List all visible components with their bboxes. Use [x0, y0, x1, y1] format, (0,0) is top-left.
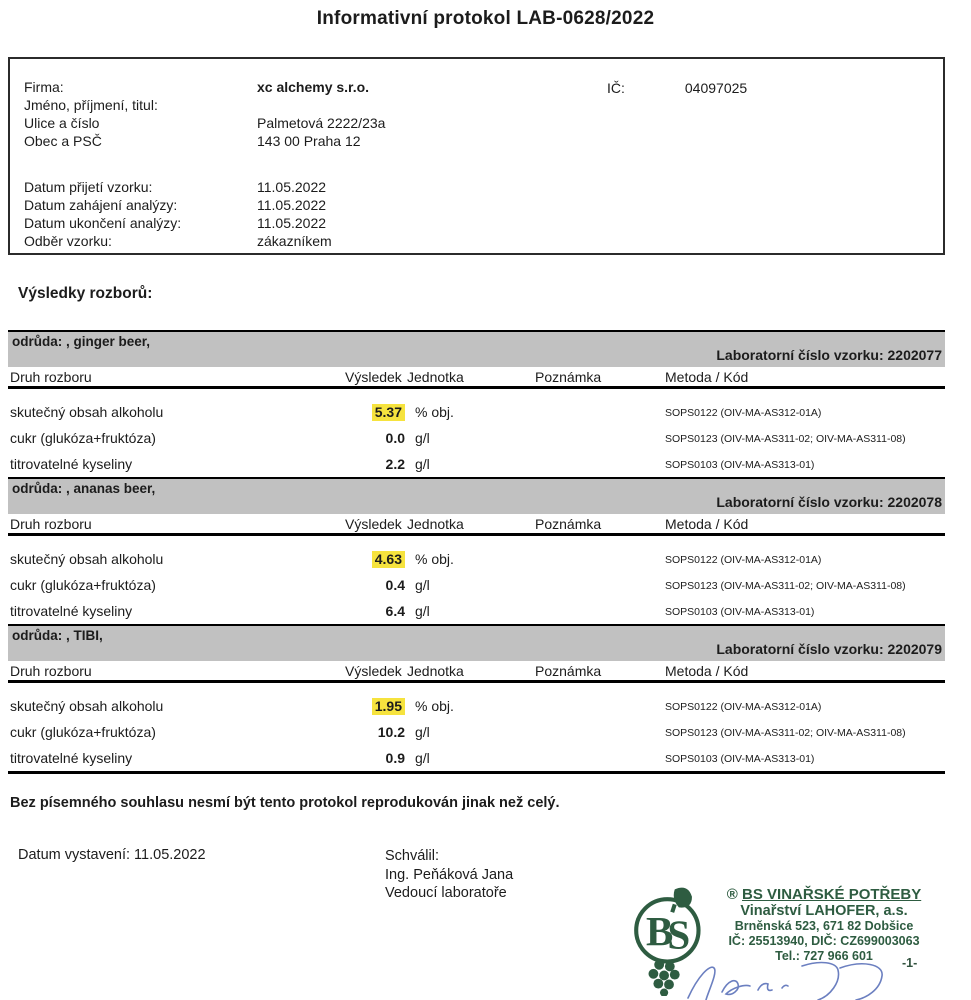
analysis-name: titrovatelné kyseliny: [10, 603, 133, 619]
info-row-firma: [24, 78, 943, 96]
col-analysis: Druh rozboru: [10, 663, 92, 679]
col-analysis: Druh rozboru: [10, 516, 92, 532]
stamp-text-block: [700, 886, 948, 964]
approver-name: Ing. Peňáková Jana: [385, 866, 514, 883]
unit: g/l: [415, 456, 430, 472]
col-result: Výsledek: [345, 516, 402, 532]
method-code: SOPS0123 (OIV-MA-AS311-02; OIV-MA-AS311-08): [665, 727, 906, 739]
analysis-name: skutečný obsah alkoholu: [10, 698, 164, 714]
result-value: 2.2: [385, 456, 405, 472]
table-row: [8, 572, 945, 598]
col-method: Metoda / Kód: [665, 663, 749, 679]
analysis-name: skutečný obsah alkoholu: [10, 551, 164, 567]
stamp-company-name: BS VINAŘSKÉ POTŘEBY: [742, 886, 922, 903]
col-result: Výsledek: [345, 663, 402, 679]
result-value: 6.4: [385, 603, 405, 619]
col-result: Výsledek: [345, 369, 402, 385]
stamp-address: Brněnská 523, 671 82 Dobšice: [734, 919, 914, 933]
issue-date: Datum vystavení: 11.05.2022: [18, 847, 206, 863]
analysis-name: cukr (glukóza+fruktóza): [10, 430, 156, 446]
registered-mark-icon: ®: [726, 886, 743, 903]
info-row-date-finished: [24, 214, 943, 232]
method-code: SOPS0122 (OIV-MA-AS312-01A): [665, 407, 822, 419]
info-row-name: [24, 96, 943, 114]
sample-table-2202077: [8, 330, 945, 477]
results-tables: [8, 330, 945, 774]
date-finished-value: 11.05.2022: [257, 215, 327, 231]
result-value: 10.2: [377, 724, 405, 740]
unit: g/l: [415, 430, 430, 446]
table-row: [8, 546, 945, 572]
unit: g/l: [415, 750, 430, 766]
result-value: 0.4: [385, 577, 405, 593]
lab-number: Laboratorní číslo vzorku: 2202079: [716, 641, 942, 657]
method-code: SOPS0122 (OIV-MA-AS312-01A): [665, 701, 822, 713]
method-code: SOPS0123 (OIV-MA-AS311-02; OIV-MA-AS311-08): [665, 433, 906, 445]
table-body: [8, 683, 945, 771]
method-code: SOPS0103 (OIV-MA-AS313-01): [665, 459, 815, 471]
table-row: [8, 425, 945, 451]
analysis-name: cukr (glukóza+fruktóza): [10, 724, 156, 740]
variety-label: odrůda: , ginger beer,: [12, 334, 151, 349]
table-body: [8, 389, 945, 477]
firma-value: xc alchemy s.r.o.: [257, 79, 370, 95]
result-value: 0.9: [385, 750, 405, 766]
unit: % obj.: [415, 698, 454, 714]
col-note: Poznámka: [535, 516, 602, 532]
page-number: -1-: [902, 956, 918, 970]
table-header-row: [8, 514, 945, 536]
svg-text:S: S: [667, 911, 691, 958]
method-code: SOPS0123 (OIV-MA-AS311-02; OIV-MA-AS311-08): [665, 580, 906, 592]
unit: % obj.: [415, 551, 454, 567]
table-row: [8, 719, 945, 745]
sampling-value: zákazníkem: [257, 233, 332, 249]
info-row-date-received: [24, 178, 943, 196]
svg-text:B: B: [646, 908, 674, 955]
col-unit: Jednotka: [407, 516, 464, 532]
table-row: [8, 693, 945, 719]
approved-label: Schválil:: [385, 848, 439, 864]
table-body: [8, 536, 945, 624]
table-header-row: [8, 367, 945, 389]
variety-label: odrůda: , ananas beer,: [12, 481, 156, 496]
sampling-label: Odběr vzorku:: [24, 233, 112, 249]
sample-band: [8, 477, 945, 514]
table-row: [8, 598, 945, 624]
col-unit: Jednotka: [407, 663, 464, 679]
table-row: [8, 745, 945, 771]
info-row-date-started: [24, 196, 943, 214]
method-code: SOPS0103 (OIV-MA-AS313-01): [665, 606, 815, 618]
variety-label: odrůda: , TIBI,: [12, 628, 103, 643]
result-value-highlighted: 1.95: [338, 698, 405, 714]
date-finished-label: Datum ukončení analýzy:: [24, 215, 182, 231]
col-note: Poznámka: [535, 369, 602, 385]
street-label: Ulice a číslo: [24, 115, 100, 131]
company-info-box: [8, 57, 945, 255]
page-title: Informativní protokol LAB-0628/2022: [316, 8, 655, 29]
col-analysis: Druh rozboru: [10, 369, 92, 385]
result-value-highlighted: 5.37: [338, 404, 405, 420]
col-method: Metoda / Kód: [665, 516, 749, 532]
result-value-highlighted: 4.63: [338, 551, 405, 567]
ic-label: IČ:: [607, 80, 625, 96]
unit: g/l: [415, 603, 430, 619]
table-row: [8, 399, 945, 425]
date-received-value: 11.05.2022: [257, 179, 327, 195]
stamp-tax-ids: IČ: 25513940, DIČ: CZ699003063: [728, 934, 920, 948]
company-id-row: [607, 79, 747, 97]
sample-band: [8, 624, 945, 661]
unit: g/l: [415, 724, 430, 740]
analysis-name: skutečný obsah alkoholu: [10, 404, 164, 420]
info-row-city: [24, 132, 943, 150]
lab-number: Laboratorní číslo vzorku: 2202078: [716, 494, 942, 510]
unit: % obj.: [415, 404, 454, 420]
stamp-phone: Tel.: 727 966 601: [775, 949, 873, 963]
info-row-street: [24, 114, 943, 132]
analysis-name: cukr (glukóza+fruktóza): [10, 577, 156, 593]
reproduction-note: Bez písemného souhlasu nesmí být tento protokol reprodukován jinak než celý.: [10, 795, 560, 811]
approver-title: Vedoucí laboratoře: [385, 885, 507, 901]
name-value: [257, 96, 943, 114]
sample-band: [8, 330, 945, 367]
method-code: SOPS0122 (OIV-MA-AS312-01A): [665, 554, 822, 566]
date-started-value: 11.05.2022: [257, 197, 327, 213]
info-row-sampling: [24, 232, 943, 250]
method-code: SOPS0103 (OIV-MA-AS313-01): [665, 753, 815, 765]
ic-value: 04097025: [684, 80, 748, 96]
col-note: Poznámka: [535, 663, 602, 679]
sample-table-2202078: [8, 477, 945, 624]
name-label: Jméno, příjmení, titul:: [24, 97, 158, 113]
table-row: [8, 451, 945, 477]
col-method: Metoda / Kód: [665, 369, 749, 385]
results-heading: Výsledky rozborů:: [18, 285, 153, 302]
lab-number: Laboratorní číslo vzorku: 2202077: [716, 347, 942, 363]
result-value: 0.0: [385, 430, 405, 446]
col-unit: Jednotka: [407, 369, 464, 385]
city-value: 143 00 Praha 12: [257, 133, 361, 149]
date-started-label: Datum zahájení analýzy:: [24, 197, 178, 213]
info-box-spacer: [24, 150, 943, 178]
date-received-label: Datum přijetí vzorku:: [24, 179, 153, 195]
table-header-row: [8, 661, 945, 683]
unit: g/l: [415, 577, 430, 593]
analysis-name: titrovatelné kyseliny: [10, 456, 133, 472]
approval-block: [385, 847, 513, 903]
street-value: Palmetová 2222/23a: [257, 115, 386, 131]
stamp-company-line: [700, 886, 948, 903]
sample-table-2202079: [8, 624, 945, 771]
city-label: Obec a PSČ: [24, 133, 102, 149]
signature-icon: [670, 958, 930, 1000]
firma-label: Firma:: [24, 79, 64, 95]
stamp-winery-name: Vinařství LAHOFER, a.s.: [740, 903, 908, 919]
analysis-name: titrovatelné kyseliny: [10, 750, 133, 766]
